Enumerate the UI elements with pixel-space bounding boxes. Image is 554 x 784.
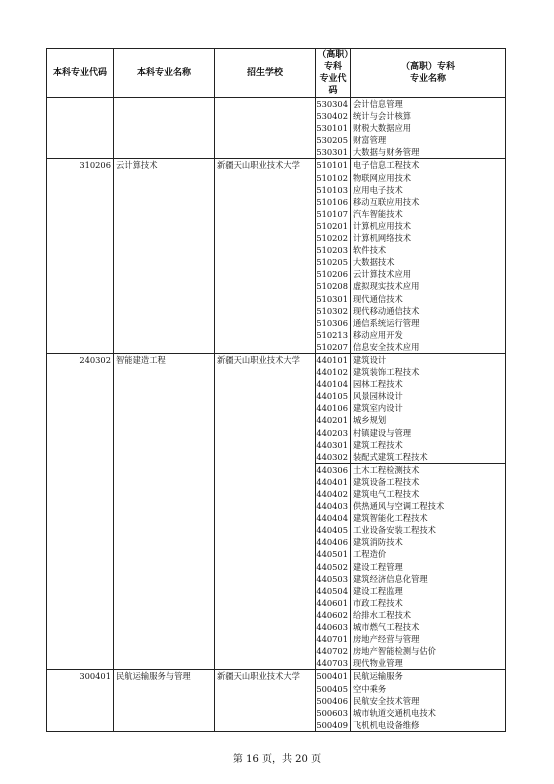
vocational-name: 城乡规划 (353, 415, 387, 426)
vocational-name: 会计信息管理 (353, 99, 403, 109)
vocational-code-cell (316, 159, 351, 354)
vocational-name: 财税大数据应用 (353, 123, 412, 134)
vocational-name: 建筑设计 (353, 354, 387, 365)
table-header-row (47, 49, 506, 98)
vocational-code: 510102 (316, 172, 348, 183)
vocational-code: 530304 (316, 99, 348, 109)
vocational-code: 530101 (316, 123, 348, 134)
bachelor-name-cell: 民航运输服务与管理 (114, 670, 215, 731)
vocational-name: 工程造价 (353, 549, 387, 560)
vocational-code: 500405 (316, 683, 348, 694)
vocational-name: 园林工程技术 (353, 379, 403, 390)
vocational-name: 房地产经营与管理 (353, 634, 420, 645)
vocational-code: 440602 (316, 609, 348, 620)
vocational-name: 建筑工程技术 (353, 439, 403, 450)
vocational-code: 440603 (316, 622, 348, 633)
vocational-name: 给排水工程技术 (353, 609, 412, 620)
vocational-code: 510213 (316, 329, 348, 340)
vocational-name: 软件技术 (353, 245, 387, 256)
vocational-code: 510205 (316, 257, 348, 268)
vocational-code: 530205 (316, 135, 348, 146)
vocational-code: 500603 (316, 707, 348, 718)
header-bachelor-name: 本科专业名称 (114, 49, 215, 98)
vocational-name: 大数据技术 (353, 257, 395, 268)
vocational-code: 440703 (316, 658, 348, 669)
vocational-code: 440502 (316, 561, 348, 572)
header-bachelor-code: 本科专业代码 (47, 49, 114, 98)
vocational-name: 建筑消防技术 (353, 537, 403, 548)
vocational-code: 440203 (316, 427, 348, 438)
vocational-name: 城市轨道交通机电技术 (353, 707, 436, 718)
vocational-name: 民航安全技术管理 (353, 695, 420, 706)
header-school: 招生学校 (215, 49, 316, 98)
vocational-name: 城市燃气工程技术 (353, 622, 420, 633)
vocational-name: 空中乘务 (353, 683, 387, 694)
vocational-name: 信息安全技术应用 (353, 341, 420, 352)
school-cell: 新疆天山职业技术大学 (215, 353, 316, 669)
vocational-code: 530301 (316, 147, 348, 158)
vocational-name: 建筑室内设计 (353, 403, 403, 414)
vocational-code: 510106 (316, 196, 348, 207)
vocational-name: 汽车智能技术 (353, 208, 403, 219)
vocational-code: 510207 (316, 341, 348, 352)
vocational-code: 510306 (316, 317, 348, 328)
vocational-name: 民航运输服务 (353, 671, 403, 682)
vocational-code: 500409 (316, 719, 348, 730)
vocational-code: 510103 (316, 184, 348, 195)
vocational-name: 房地产智能检测与估价 (353, 646, 436, 657)
vocational-name: 通信系统运行管理 (353, 317, 420, 328)
vocational-name: 移动互联应用技术 (353, 196, 420, 207)
vocational-code: 510107 (316, 208, 348, 219)
vocational-name: 财富管理 (353, 135, 387, 146)
vocational-code: 500401 (316, 671, 348, 682)
vocational-code: 440302 (316, 451, 348, 462)
table-row (47, 670, 506, 731)
vocational-code-cell (316, 98, 351, 159)
vocational-name: 飞机机电设备维修 (353, 719, 420, 730)
vocational-name: 电子信息工程技术 (353, 160, 420, 171)
vocational-code: 510203 (316, 245, 348, 256)
table-row (47, 98, 506, 159)
vocational-name: 现代通信技术 (353, 293, 403, 304)
vocational-name: 工业设备安装工程技术 (353, 525, 436, 536)
vocational-name: 大数据与财务管理 (353, 147, 420, 158)
vocational-code: 440404 (316, 513, 348, 524)
vocational-code: 510208 (316, 281, 348, 292)
vocational-code: 440106 (316, 403, 348, 414)
vocational-name: 虚拟现实技术应用 (353, 281, 420, 292)
vocational-name: 建筑电气工程技术 (353, 489, 420, 499)
vocational-name: 建筑装饰工程技术 (353, 367, 420, 378)
bachelor-code-cell: 310206 (47, 159, 114, 354)
vocational-code-cell (316, 670, 351, 731)
vocational-name-cell (351, 159, 506, 354)
vocational-name: 供热通风与空调工程技术 (353, 501, 445, 512)
bachelor-name-cell (114, 98, 215, 159)
vocational-code: 440101 (316, 354, 348, 365)
vocational-code: 440402 (316, 489, 348, 499)
vocational-name: 现代物业管理 (353, 658, 403, 669)
vocational-name: 计算机网络技术 (353, 233, 412, 244)
header-vocational-code: （高职）专科 专业代码 (317, 50, 349, 96)
bachelor-name-cell: 云计算技术 (114, 159, 215, 354)
vocational-code: 510101 (316, 160, 348, 171)
vocational-code: 440601 (316, 597, 348, 608)
vocational-name-cell (351, 670, 506, 731)
vocational-name: 建筑智能化工程技术 (353, 513, 428, 524)
school-cell: 新疆天山职业技术大学 (215, 159, 316, 354)
major-mapping-table (46, 48, 506, 732)
vocational-name: 市政工程技术 (353, 597, 403, 608)
vocational-code: 440104 (316, 379, 348, 390)
vocational-code: 440503 (316, 573, 348, 584)
vocational-name: 建设工程管理 (353, 561, 403, 572)
vocational-code: 440201 (316, 415, 348, 426)
vocational-code-cell (316, 353, 351, 669)
vocational-code: 440102 (316, 367, 348, 378)
table-row (47, 353, 506, 669)
bachelor-code-cell: 240302 (47, 353, 114, 669)
vocational-name: 风景园林设计 (353, 391, 403, 402)
vocational-name: 云计算技术应用 (353, 269, 412, 280)
vocational-name: 土木工程检测技术 (351, 463, 505, 476)
vocational-code: 440406 (316, 537, 348, 548)
vocational-name: 现代移动通信技术 (353, 305, 420, 316)
vocational-code: 530402 (316, 111, 348, 122)
bachelor-code-cell: 300401 (47, 670, 114, 731)
vocational-code: 440401 (316, 476, 348, 487)
page-footer: 第 16 页，共 20 页 (232, 754, 322, 765)
header-vocational-name: （高职）专科 专业名称 (351, 49, 506, 98)
vocational-code: 440504 (316, 585, 348, 596)
vocational-code: 510206 (316, 269, 348, 280)
vocational-code: 440405 (316, 525, 348, 536)
vocational-name: 村镇建设与管理 (353, 427, 412, 438)
vocational-code: 440701 (316, 634, 348, 645)
vocational-code: 440702 (316, 646, 348, 657)
bachelor-name-cell: 智能建造工程 (114, 353, 215, 669)
bachelor-code-cell (47, 98, 114, 159)
table-body (47, 98, 506, 732)
vocational-code: 440403 (316, 501, 348, 512)
vocational-code: 440306 (316, 464, 348, 475)
vocational-name: 建设工程监理 (353, 585, 403, 596)
vocational-code: 510301 (316, 293, 348, 304)
vocational-name: 物联网应用技术 (353, 172, 412, 183)
vocational-code: 510202 (316, 233, 348, 244)
vocational-name: 建筑设备工程技术 (353, 476, 420, 487)
vocational-code: 500406 (316, 695, 348, 706)
vocational-name: 计算机应用技术 (353, 220, 412, 231)
vocational-name: 移动应用开发 (353, 329, 403, 340)
school-cell (215, 98, 316, 159)
vocational-name: 建筑经济信息化管理 (353, 573, 428, 584)
vocational-name-cell (351, 353, 506, 669)
school-cell: 新疆天山职业技术大学 (215, 670, 316, 731)
vocational-name: 装配式建筑工程技术 (353, 451, 428, 462)
vocational-name: 应用电子技术 (353, 184, 403, 195)
table-row (47, 159, 506, 354)
vocational-name: 统计与会计核算 (353, 111, 412, 122)
vocational-code: 440501 (316, 549, 348, 560)
vocational-code: 440105 (316, 391, 348, 402)
vocational-code: 440301 (316, 439, 348, 450)
vocational-name-cell (351, 98, 506, 159)
vocational-code: 510302 (316, 305, 348, 316)
vocational-code: 510201 (316, 220, 348, 231)
